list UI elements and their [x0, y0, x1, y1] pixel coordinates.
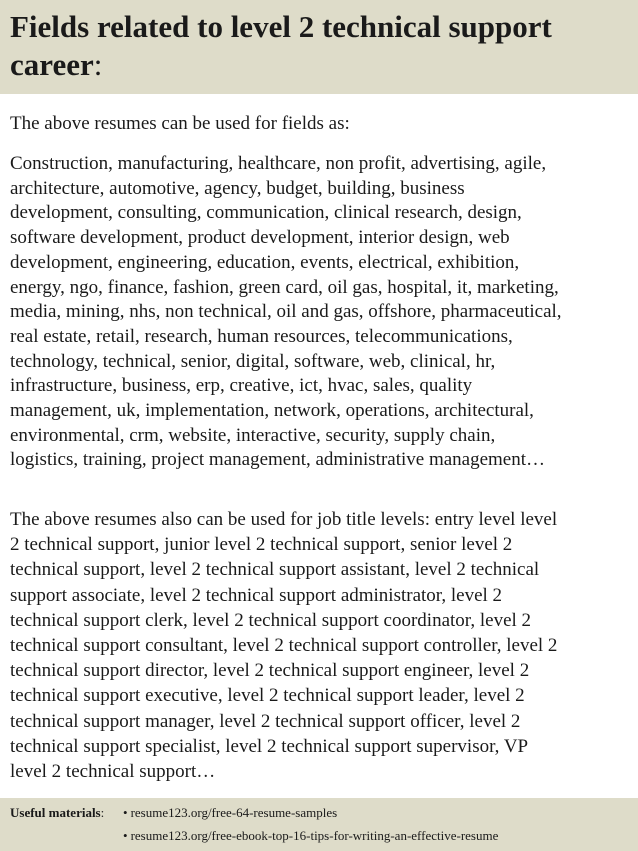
useful-materials-label-text: Useful materials [10, 805, 101, 820]
page-title-colon: : [93, 47, 103, 82]
resource-link-item[interactable] [123, 828, 498, 844]
resource-link-ebook[interactable]: resume123.org/free-ebook-top-16-tips-for-writing-an-effective-resume [130, 828, 499, 843]
useful-materials-label-colon: : [100, 805, 105, 820]
footer-band [0, 798, 638, 851]
fields-list-text: Construction, manufacturing, healthcare, non profit, advertising, agile, architecture, automotive, agency, budget, building, business development, consulting, communication, clinical research, design, software development, product development, interior design, web development, engineering, education, events, electrical, exhibition, energy, ngo, finance, fashion, green card, oil gas, hospital, it, marketing, media, mining, nhs, non technical, oil and gas, offshore, pharmaceutical, real estate, retail, research, human resources, telecommunications, technology, technical, senior, digital, software, web, clinical, hr, infrastructure, business, erp, creative, ict, hvac, sales, quality management, uk, implementation, network, operations, architectural, environmental, crm, website, interactive, security, supply chain, logistics, training, project management, administrative management… [10, 153, 562, 471]
page-title-text: Fields related to level 2 technical support career [10, 9, 552, 82]
header-band [0, 0, 638, 94]
resource-link-item[interactable] [123, 805, 337, 821]
useful-materials-label [10, 805, 104, 821]
job-title-levels-text: The above resumes also can be used for job title levels: entry level level 2 technical support, junior level 2 technical support, senior level 2 technical support, level 2 technical support assistant, level 2 technical support associate, level 2 technical support administrator, level 2 technical support clerk, level 2 technical support coordinator, level 2 technical support consultant, level 2 technical support controller, level 2 technical support director, level 2 technical support engineer, level 2 technical support executive, level 2 technical support leader, level 2 technical support manager, level 2 technical support officer, level 2 technical support specialist, level 2 technical support supervisor, VP level 2 technical support… [10, 509, 558, 783]
bullet-icon: • [123, 805, 128, 820]
resource-link-samples[interactable]: resume123.org/free-64-resume-samples [130, 805, 338, 820]
intro-text: The above resumes can be used for fields as: [10, 113, 350, 134]
page-title [10, 8, 630, 84]
bullet-icon: • [123, 828, 128, 843]
